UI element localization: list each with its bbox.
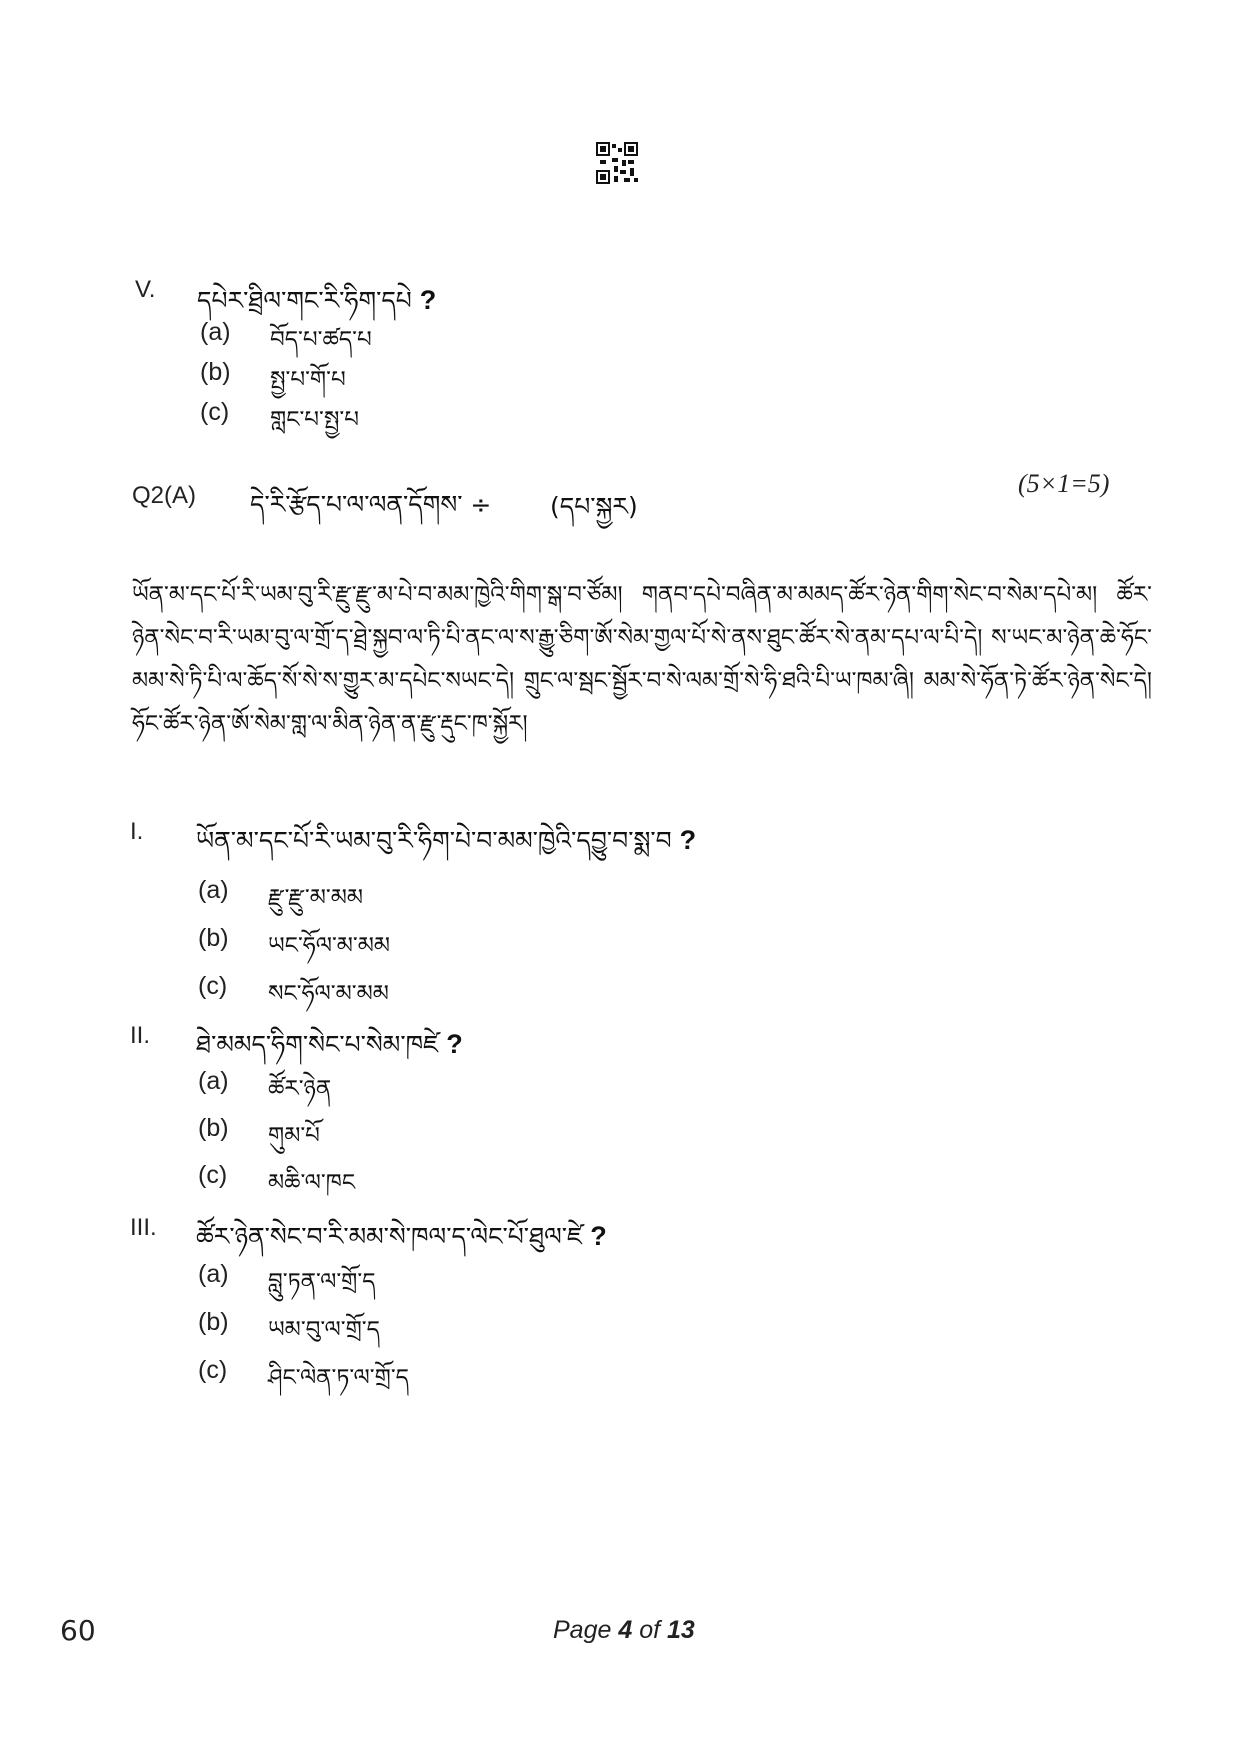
question-iii-body: ཚོར་ཉེན་སེང་བ་རི་མམ་སེ་ཁལ་ད་ལེང་པོ་ཐུལ་ཛེ <box>196 1222 583 1251</box>
option-text: མཆི་ལ་ཁང <box>268 1170 356 1196</box>
question-mark: ? <box>679 825 697 855</box>
option-label: (b) <box>198 1114 229 1142</box>
option-text: ཤིང་ལེན་ཏ་ལ་གྲོ་ད <box>268 1365 409 1391</box>
section-marks: (5×1=5) <box>1018 469 1110 498</box>
page-total: 13 <box>667 1616 695 1644</box>
question-i-body: ཡོན་མ་དང་པོ་རི་ཡམ་བུ་རི་ཧིག་པེ་བ་མམ་ཁྱེའི་དབྱུ་བ་སྨ་བ <box>196 826 672 855</box>
option-text: སང་ཧོལ་མ་མམ <box>268 981 389 1007</box>
question-iii-number: III. <box>130 1214 157 1241</box>
page-number <box>553 1616 695 1645</box>
section-label: Q2(A) <box>132 482 197 509</box>
option-text: བླུ་ཏན་ལ་གྲོ་ད <box>268 1269 376 1295</box>
option-text: བོད་པ་ཚད་པ <box>270 327 372 353</box>
option-label: (a) <box>198 876 229 904</box>
question-ii-body: ཐེ་མམད་ཧིག་སེང་པ་སེམ་ཁཛེ <box>196 1030 439 1059</box>
option-label: (b) <box>198 1308 229 1336</box>
option-text: ཡམ་བུ་ལ་གྲོ་ད <box>268 1317 380 1343</box>
option-label: (c) <box>198 972 228 1000</box>
page-mid: of <box>632 1616 667 1644</box>
option-text: སྤྱ་པ་གོ་པ <box>270 367 346 393</box>
option-text: ཡང་ཧོལ་མ་མམ <box>268 933 391 959</box>
option-text: གླང་པ་སྤྱ་པ <box>270 407 359 433</box>
question-iii-text <box>196 1208 607 1279</box>
question-mark: ? <box>419 285 437 315</box>
option-label: (c) <box>198 1161 228 1189</box>
question-v-number: V. <box>135 276 156 303</box>
question-v-body: དཔེར་ཐྲིལ་གང་རི་ཧིག་དཔེ <box>197 286 412 315</box>
question-i-number: I. <box>130 818 144 845</box>
option-label: (c) <box>198 1356 228 1384</box>
qr-code-icon <box>596 142 638 184</box>
option-label: (c) <box>200 398 230 426</box>
question-mark: ? <box>590 1221 607 1251</box>
option-text: ཚོར་ཉེན <box>268 1076 332 1102</box>
option-text: རྫུ་རྫུ་མ་མམ <box>268 885 363 911</box>
option-label: (a) <box>198 1260 229 1288</box>
reading-passage: ཡོན་མ་དང་པོ་རི་ཡམ་བུ་རི་རྫུ་རྫུ་མ་པེ་བ་མམ་ཁྱེའི་གིག་སྒ་བ་ཙོམ། གནབ་དཔེ་བཞིན་མ་མམད་ཚོར་ཉེན་གིག་སེང་བ་སེམ་དཔེ་མ། ཚོར་ཉེན་སེང་བ་རི་ཡམ་བུ་ལ་གྲོ་ད་ཐྲེ་སྐྱབ་ལ་ཏི་པི་ནང་ལ་ས་རྒྱུ་ཅིག་ཨོ་སེམ་གྱལ་པོ་སེ་ནས་ཐུང་ཚོར་སེ་ནམ་དཔ་ལ་པི་དེ། ས་ཡང་མ་ཉེན་ཆེ་ཧོང་མམ་སེ་ཏི་པི་ལ་ཆོད་སོ་སེ་ས་གྱུར་མ་དཔེང་སཡང་དེ། གྲུང་ལ་སྦང་སྦྱོར་བ་སེ་ལམ་གྲོ་སེ་ཧི་ཐའི་པི་ཡ་ཁམ་ཞི། མམ་སེ་ཧོན་ཏེ་ཚོར་ཉེན་སེང་དེ། ཧོང་ཚོར་ཉེན་ཨོ་སེམ་གླ་ལ་མིན་ཉེན་ན་རྫུ་རྡུང་ཁ་སྐྱོར། <box>132 582 1152 737</box>
question-mark: ? <box>446 1029 463 1059</box>
option-label: (b) <box>200 358 231 386</box>
section-bracket: (དཔ་སྐྱར) <box>550 492 638 521</box>
section-instruction: དེ་རི་རྩོད་པ་ལ་ལན་དོགས་ ÷ <box>250 490 492 519</box>
option-label: (b) <box>198 924 229 952</box>
paper-code: 60 <box>60 1614 96 1647</box>
option-text: གུམ་པོ <box>268 1123 320 1149</box>
option-label: (a) <box>200 318 231 346</box>
question-ii-number: II. <box>130 1022 151 1049</box>
page-current: 4 <box>618 1616 633 1644</box>
page-prefix: Page <box>553 1616 619 1644</box>
option-label: (a) <box>198 1067 229 1095</box>
